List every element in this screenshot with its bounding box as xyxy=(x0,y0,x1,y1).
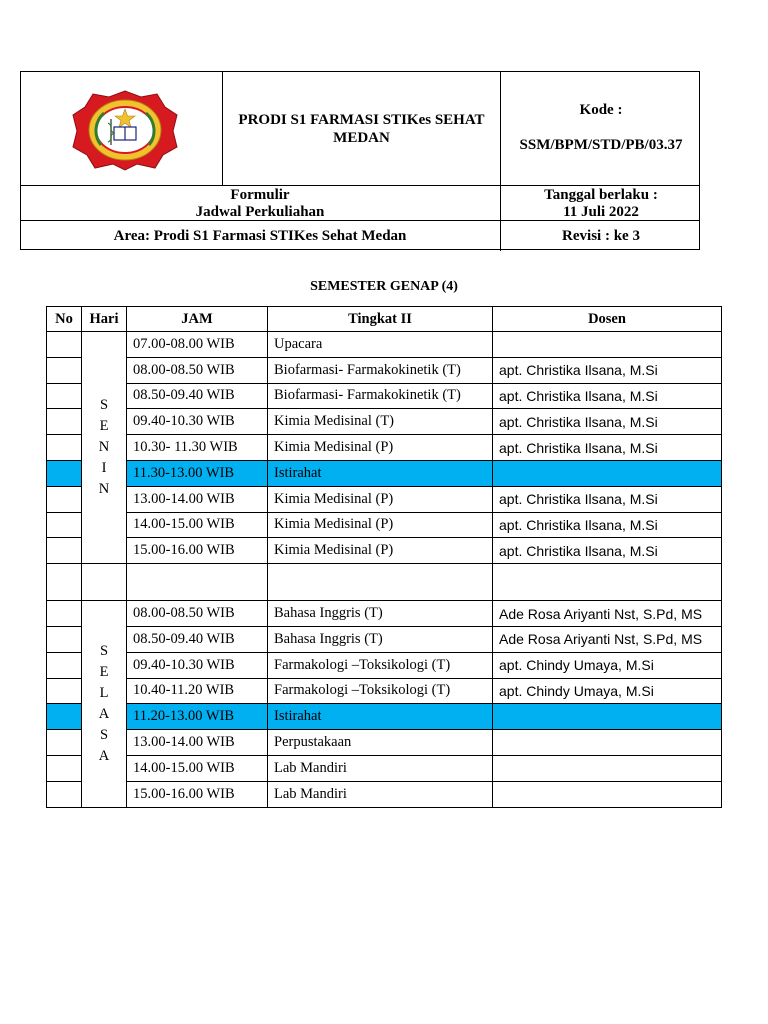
jam-cell: 15.00-16.00 WIB xyxy=(127,781,268,807)
dosen-cell xyxy=(493,730,722,756)
tingkat-cell: Upacara xyxy=(268,332,493,358)
no-cell xyxy=(47,357,82,383)
no-cell xyxy=(47,601,82,627)
table-row xyxy=(47,357,722,383)
form-label: Formulir xyxy=(230,186,290,203)
empty-cell xyxy=(47,564,82,601)
dosen-cell: apt. Christika Ilsana, M.Si xyxy=(493,357,722,383)
dosen-cell: apt. Christika Ilsana, M.Si xyxy=(493,486,722,512)
header-dosen: Dosen xyxy=(493,307,722,332)
tingkat-cell: Biofarmasi- Farmakokinetik (T) xyxy=(268,383,493,409)
dosen-cell: Ade Rosa Ariyanti Nst, S.Pd, MS xyxy=(493,601,722,627)
institution-name: PRODI S1 FARMASI STIKes SEHAT MEDAN xyxy=(238,111,485,146)
no-cell xyxy=(47,755,82,781)
dosen-cell xyxy=(493,755,722,781)
jam-cell: 10.30- 11.30 WIB xyxy=(127,435,268,461)
header-hari: Hari xyxy=(82,307,127,332)
header-no: No xyxy=(47,307,82,332)
no-cell xyxy=(47,652,82,678)
jam-cell: 07.00-08.00 WIB xyxy=(127,332,268,358)
area-text: Area: Prodi S1 Farmasi STIKes Sehat Medan xyxy=(113,228,407,244)
day-cell-selasa xyxy=(82,601,127,807)
no-cell xyxy=(47,383,82,409)
jam-cell: 10.40-11.20 WIB xyxy=(127,678,268,704)
dosen-cell: apt. Chindy Umaya, M.Si xyxy=(493,678,722,704)
no-cell xyxy=(47,538,82,564)
no-cell xyxy=(47,409,82,435)
dosen-cell: apt. Christika Ilsana, M.Si xyxy=(493,383,722,409)
table-row xyxy=(47,332,722,358)
day-label-senin: S E N I N xyxy=(98,397,110,498)
table-row xyxy=(47,730,722,756)
no-cell xyxy=(47,332,82,358)
table-row xyxy=(47,626,722,652)
dosen-cell: apt. Christika Ilsana, M.Si xyxy=(493,435,722,461)
table-row xyxy=(47,435,722,461)
no-cell xyxy=(47,781,82,807)
tanggal-value: 11 Juli 2022 xyxy=(563,203,639,220)
table-header-row xyxy=(47,307,722,332)
table-row xyxy=(47,486,722,512)
tingkat-cell: Lab Mandiri xyxy=(268,755,493,781)
tingkat-cell: Biofarmasi- Farmakokinetik (T) xyxy=(268,357,493,383)
tingkat-cell: Farmakologi –Toksikologi (T) xyxy=(268,652,493,678)
table-row xyxy=(47,652,722,678)
empty-cell xyxy=(493,564,722,601)
document-header xyxy=(20,71,700,250)
no-cell xyxy=(47,626,82,652)
tingkat-cell: Kimia Medisinal (P) xyxy=(268,486,493,512)
table-row xyxy=(47,678,722,704)
table-row xyxy=(47,601,722,627)
dosen-cell xyxy=(493,460,722,486)
tingkat-cell: Kimia Medisinal (P) xyxy=(268,538,493,564)
dosen-cell xyxy=(493,704,722,730)
dosen-cell: apt. Christika Ilsana, M.Si xyxy=(493,409,722,435)
no-cell xyxy=(47,678,82,704)
jam-cell: 09.40-10.30 WIB xyxy=(127,409,268,435)
semester-title: SEMESTER GENAP (4) xyxy=(310,279,458,294)
dosen-cell xyxy=(493,781,722,807)
schedule-table xyxy=(46,306,722,808)
tingkat-cell: Kimia Medisinal (T) xyxy=(268,409,493,435)
tingkat-cell: Bahasa Inggris (T) xyxy=(268,601,493,627)
no-cell xyxy=(47,486,82,512)
break-row xyxy=(47,704,722,730)
dosen-cell: apt. Christika Ilsana, M.Si xyxy=(493,538,722,564)
tingkat-cell: Farmakologi –Toksikologi (T) xyxy=(268,678,493,704)
separator-row xyxy=(47,564,722,601)
no-cell xyxy=(47,512,82,538)
tingkat-cell: Lab Mandiri xyxy=(268,781,493,807)
dosen-cell xyxy=(493,332,722,358)
jam-cell: 14.00-15.00 WIB xyxy=(127,512,268,538)
jam-cell: 08.50-09.40 WIB xyxy=(127,383,268,409)
table-row xyxy=(47,755,722,781)
institution-logo xyxy=(71,89,179,171)
jam-cell: 08.00-08.50 WIB xyxy=(127,601,268,627)
no-cell xyxy=(47,704,82,730)
table-row xyxy=(47,512,722,538)
tingkat-cell: Kimia Medisinal (P) xyxy=(268,512,493,538)
tanggal-label: Tanggal berlaku : xyxy=(544,186,658,203)
break-row xyxy=(47,460,722,486)
tingkat-cell: Istirahat xyxy=(268,460,493,486)
jam-cell: 13.00-14.00 WIB xyxy=(127,486,268,512)
table-row xyxy=(47,781,722,807)
kode-label: Kode : xyxy=(579,102,623,118)
form-title: Jadwal Perkuliahan xyxy=(195,203,325,220)
jam-cell: 09.40-10.30 WIB xyxy=(127,652,268,678)
jam-cell: 11.30-13.00 WIB xyxy=(127,460,268,486)
kode-value: SSM/BPM/STD/PB/03.37 xyxy=(519,137,683,153)
no-cell xyxy=(47,435,82,461)
jam-cell: 08.00-08.50 WIB xyxy=(127,357,268,383)
revisi-text: Revisi : ke 3 xyxy=(562,228,640,244)
dosen-cell: apt. Chindy Umaya, M.Si xyxy=(493,652,722,678)
day-label-selasa: S E L A S A xyxy=(98,642,110,764)
table-row xyxy=(47,538,722,564)
jam-cell: 08.50-09.40 WIB xyxy=(127,626,268,652)
tingkat-cell: Bahasa Inggris (T) xyxy=(268,626,493,652)
header-tingkat: Tingkat II xyxy=(268,307,493,332)
day-cell-senin xyxy=(82,332,127,564)
tingkat-cell: Kimia Medisinal (P) xyxy=(268,435,493,461)
table-row xyxy=(47,409,722,435)
table-row xyxy=(47,383,722,409)
header-jam: JAM xyxy=(127,307,268,332)
tingkat-cell: Perpustakaan xyxy=(268,730,493,756)
no-cell xyxy=(47,460,82,486)
jam-cell: 11.20-13.00 WIB xyxy=(127,704,268,730)
jam-cell: 14.00-15.00 WIB xyxy=(127,755,268,781)
jam-cell: 15.00-16.00 WIB xyxy=(127,538,268,564)
dosen-cell: Ade Rosa Ariyanti Nst, S.Pd, MS xyxy=(493,626,722,652)
no-cell xyxy=(47,730,82,756)
empty-cell xyxy=(127,564,268,601)
dosen-cell: apt. Christika Ilsana, M.Si xyxy=(493,512,722,538)
empty-cell xyxy=(268,564,493,601)
tingkat-cell: Istirahat xyxy=(268,704,493,730)
empty-cell xyxy=(82,564,127,601)
jam-cell: 13.00-14.00 WIB xyxy=(127,730,268,756)
